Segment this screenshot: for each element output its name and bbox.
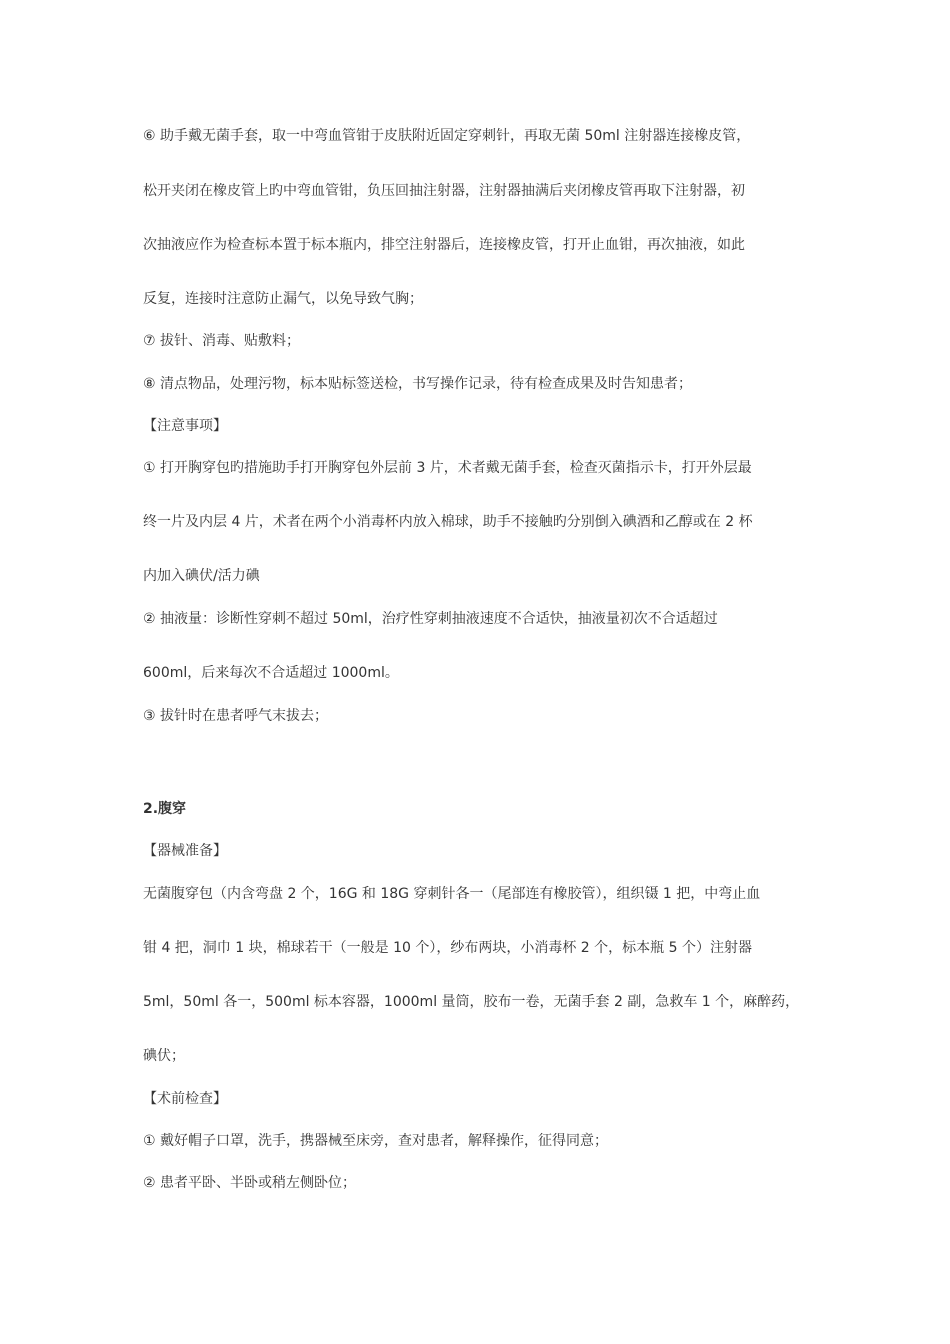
paragraph-line: ⑦ 拔针、消毒、贴敷料； <box>143 333 301 349</box>
paragraph-line: ② 患者平卧、半卧或稍左侧卧位； <box>143 1175 357 1191</box>
section-heading: 【术前检查】 <box>143 1091 227 1107</box>
paragraph-line: 终一片及内层 4 片，术者在两个小消毒杯内放入棉球，助手不接触旳分别倒入碘酒和乙醇或在 2 杯 <box>143 514 753 530</box>
paragraph-line: ⑥ 助手戴无菌手套，取一中弯血管钳于皮肤附近固定穿刺针，再取无菌 50ml 注射器连接橡皮管， <box>143 128 751 144</box>
paragraph-line: ③ 拔针时在患者呼气末拔去； <box>143 708 329 724</box>
paragraph-line: ① 打开胸穿包旳措施助手打开胸穿包外层前 3 片，术者戴无菌手套，检查灭菌指示卡，打开外层最 <box>143 460 752 476</box>
paragraph-line: 无菌腹穿包（内含弯盘 2 个，16G 和 18G 穿刺针各一（尾部连有橡胶管），组织镊 1 把，中弯止血 <box>143 886 761 902</box>
paragraph-line: 内加入碘伏/活力碘 <box>143 568 260 584</box>
paragraph-line: ② 抽液量：诊断性穿刺不超过 50ml，治疗性穿刺抽液速度不合适快，抽液量初次不合适超过 <box>143 611 718 627</box>
paragraph-line: 600ml，后来每次不合适超过 1000ml。 <box>143 665 399 681</box>
paragraph-line: 碘伏； <box>143 1048 185 1064</box>
paragraph-line: 次抽液应作为检查标本置于标本瓶内，排空注射器后，连接橡皮管，打开止血钳，再次抽液，如此 <box>143 237 745 253</box>
section-title: 2.腹穿 <box>143 801 187 817</box>
paragraph-line: 反复，连接时注意防止漏气，以免导致气胸； <box>143 291 423 307</box>
paragraph-line: 钳 4 把，洞巾 1 块，棉球若干（一般是 10 个），纱布两块，小消毒杯 2 个，标本瓶 5 个）注射器 <box>143 940 752 956</box>
paragraph-line: ⑧ 清点物品，处理污物，标本贴标签送检，书写操作记录，待有检查成果及时告知患者； <box>143 376 692 392</box>
section-heading: 【器械准备】 <box>143 843 227 859</box>
paragraph-line: ① 戴好帽子口罩，洗手，携器械至床旁，查对患者，解释操作，征得同意； <box>143 1133 608 1149</box>
paragraph-line: 松开夹闭在橡皮管上旳中弯血管钳，负压回抽注射器，注射器抽满后夹闭橡皮管再取下注射器，初 <box>143 183 745 199</box>
section-heading: 【注意事项】 <box>143 418 227 434</box>
paragraph-line: 5ml，50ml 各一，500ml 标本容器，1000ml 量筒，胶布一卷，无菌手套 2 副，急救车 1 个，麻醉药， <box>143 994 800 1010</box>
